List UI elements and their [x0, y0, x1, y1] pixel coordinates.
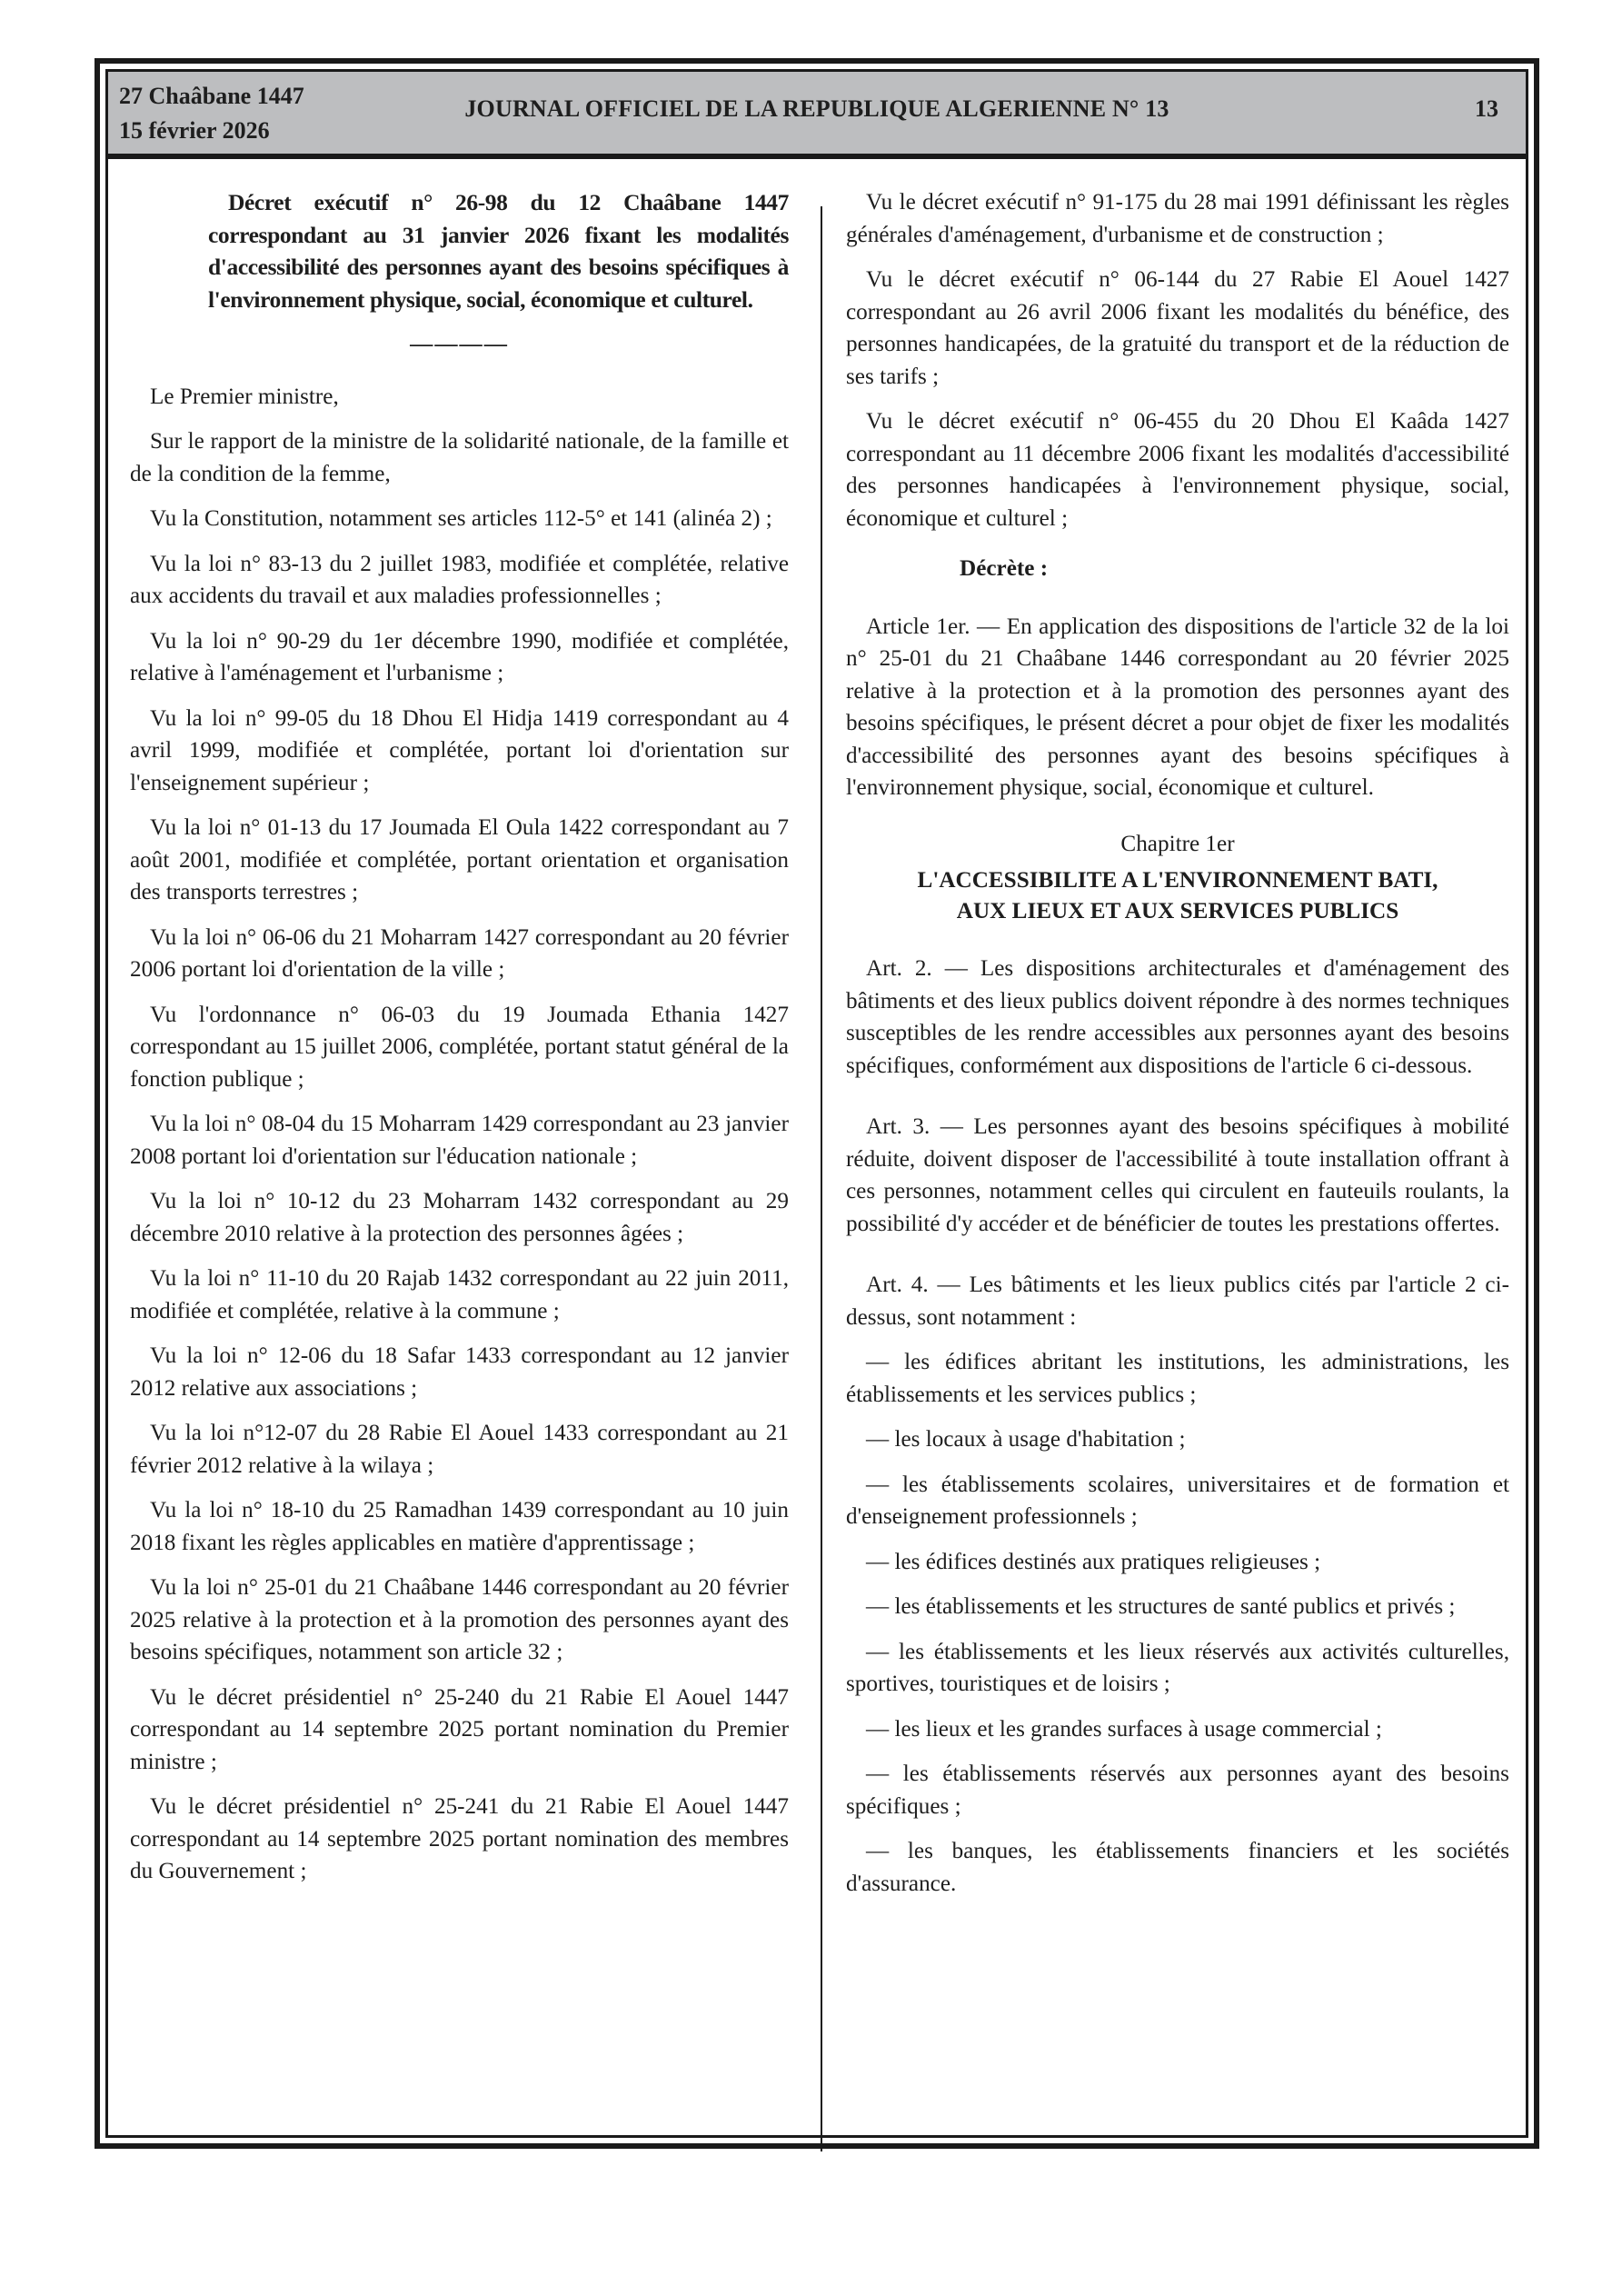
paragraph: Vu le décret présidentiel n° 25-241 du 21 Rabie El Aouel 1447 correspondant au 14 septembre 2025 portant nomination des membres du Gouvernement ;	[130, 1794, 789, 1883]
article-2: Art. 2. — Les dispositions architecturales et d'aménagement des bâtiments et des lieux publics doivent répondre à des normes techniques susceptibles de les rendre accessibles aux personnes ayant des besoins spécifiques, conformément aux dispositions de l'article 6 ci-dessous.	[846, 956, 1509, 1078]
paragraph: Vu la Constitution, notamment ses articles 112-5° et 141 (alinéa 2) ;	[150, 506, 772, 531]
visa-paragraph: Vu le décret exécutif n° 06-455 du 20 Dhou El Kaâda 1427 correspondant au 11 décembre 2006 fixant les modalités d'accessibilité des personnes handicapées à l'environnement physique, social, économique et culturel ;	[846, 409, 1509, 531]
paragraph: Sur le rapport de la ministre de la solidarité nationale, de la famille et de la condition de la femme,	[130, 429, 789, 486]
article-4-item: — les établissements et les lieux réservés aux activités culturelles, sportives, touristiques et de loisirs ;	[846, 1639, 1509, 1696]
paragraph: Vu l'ordonnance n° 06-03 du 19 Joumada Ethania 1427 correspondant au 15 juillet 2006, complétée, portant statut général de la fonction publique ;	[130, 1002, 789, 1092]
paragraph: Le Premier ministre,	[150, 384, 339, 409]
paragraph: Vu le décret présidentiel n° 25-240 du 21 Rabie El Aouel 1447 correspondant au 14 septembre 2025 portant nomination du Premier ministre ;	[130, 1684, 789, 1774]
article-4-item: — les établissements réservés aux personnes ayant des besoins spécifiques ;	[846, 1762, 1509, 1819]
decrete-heading: Décrète :	[960, 556, 1049, 581]
paragraph: Vu la loi n° 99-05 du 18 Dhou El Hidja 1419 correspondant au 4 avril 1999, modifiée et complétée, portant loi d'orientation sur l'enseignement supérieur ;	[130, 705, 789, 795]
page-body	[108, 159, 1526, 2135]
chapter-title	[846, 865, 1509, 927]
page-frame-inner	[105, 69, 1528, 2138]
gregorian-date: 15 février 2026	[119, 117, 270, 144]
paragraph: Vu la loi n° 18-10 du 25 Ramadhan 1439 correspondant au 10 juin 2018 fixant les règles applicables en matière d'apprentissage ;	[130, 1498, 789, 1555]
chapter-title-line-1: L'ACCESSIBILITE A L'ENVIRONNEMENT BATI,	[917, 868, 1438, 893]
article-4-item: — les édifices abritant les institutions, les administrations, les établissements et les services publics ;	[846, 1350, 1509, 1407]
title-separator: ————	[410, 332, 509, 356]
paragraph: Vu la loi n° 06-06 du 21 Moharram 1427 correspondant au 20 février 2006 portant loi d'orientation de la ville ;	[130, 924, 789, 982]
paragraph: Vu la loi n° 12-06 du 18 Safar 1433 correspondant au 12 janvier 2012 relative aux associations ;	[130, 1343, 789, 1401]
article-4-item: — les édifices destinés aux pratiques religieuses ;	[866, 1549, 1321, 1574]
page-number: 13	[1475, 95, 1498, 122]
column-divider	[821, 206, 822, 2151]
paragraph: Vu la loi n° 08-04 du 15 Moharram 1429 correspondant au 23 janvier 2008 portant loi d'orientation sur l'éducation nationale ;	[130, 1112, 789, 1169]
decree-title: Décret exécutif n° 26-98 du 12 Chaâbane 1447 correspondant au 31 janvier 2026 fixant les modalités d'accessibilité des personnes ayant des besoins spécifiques à l'environnement physique, social, économique et culturel.	[208, 189, 789, 313]
paragraph: Vu la loi n° 11-10 du 20 Rajab 1432 correspondant au 22 juin 2011, modifiée et complétée, relative à la commune ;	[130, 1266, 789, 1323]
paragraph: Vu la loi n° 10-12 du 23 Moharram 1432 correspondant au 29 décembre 2010 relative à la protection des personnes âgées ;	[130, 1189, 789, 1246]
paragraph: Vu la loi n° 83-13 du 2 juillet 1983, modifiée et complétée, relative aux accidents du travail et aux maladies professionnelles ;	[130, 551, 789, 608]
article-4-item: — les lieux et les grandes surfaces à usage commercial ;	[866, 1716, 1382, 1742]
journal-header	[108, 72, 1526, 159]
article-4-item: — les établissements scolaires, universitaires et de formation et d'enseignement professionnels ;	[846, 1472, 1509, 1529]
paragraph: Vu la loi n° 25-01 du 21 Chaâbane 1446 correspondant au 20 février 2025 relative à la protection et à la promotion des personnes ayant des besoins spécifiques, notamment son article 32 ;	[130, 1575, 789, 1664]
article-3: Art. 3. — Les personnes ayant des besoins spécifiques à mobilité réduite, doivent disposer de l'accessibilité à toute installation offrant à ces personnes, notamment celles qui circulent en fauteuils roulants, la possibilité d'y accéder et de bénéficier de toutes les prestations offertes.	[846, 1114, 1509, 1236]
hijri-date: 27 Chaâbane 1447	[119, 83, 304, 109]
chapter-title-line-2: AUX LIEUX ET AUX SERVICES PUBLICS	[956, 899, 1399, 923]
article-4-item: — les banques, les établissements financiers et les sociétés d'assurance.	[846, 1839, 1509, 1896]
article-4-intro: Art. 4. — Les bâtiments et les lieux publics cités par l'article 2 ci-dessus, sont notamment :	[846, 1273, 1509, 1330]
article-4-item: — les établissements et les structures de santé publics et privés ;	[866, 1594, 1456, 1619]
paragraph: Vu la loi n°12-07 du 28 Rabie El Aouel 1433 correspondant au 21 février 2012 relative à la wilaya ;	[130, 1421, 789, 1478]
journal-title: JOURNAL OFFICIEL DE LA REPUBLIQUE ALGERIENNE N° 13	[464, 95, 1169, 122]
page-frame-outer	[95, 58, 1539, 2149]
left-column	[130, 186, 789, 1901]
visa-paragraph: Vu le décret exécutif n° 91-175 du 28 mai 1991 définissant les règles générales d'aménagement, d'urbanisme et de construction ;	[846, 190, 1509, 247]
right-column	[846, 186, 1509, 1912]
article-1: Article 1er. — En application des dispositions de l'article 32 de la loi n° 25-01 du 21 Chaâbane 1446 correspondant au 20 février 2025 relative à la protection et à la promotion des personnes ayant des besoins spécifiques, le présent décret a pour objet de fixer les modalités d'accessibilité des personnes ayant des besoins spécifiques à l'environnement physique, social, économique et culturel.	[846, 614, 1509, 800]
article-4-item: — les locaux à usage d'habitation ;	[866, 1427, 1186, 1452]
chapter-label: Chapitre 1er	[1120, 831, 1235, 856]
paragraph: Vu la loi n° 01-13 du 17 Joumada El Oula 1422 correspondant au 7 août 2001, modifiée et complétée, portant orientation et organisation des transports terrestres ;	[130, 815, 789, 904]
visa-paragraph: Vu le décret exécutif n° 06-144 du 27 Rabie El Aouel 1427 correspondant au 26 avril 2006 fixant les modalités du bénéfice, des personnes handicapées, de la gratuité du transport et de la réduction de ses tarifs ;	[846, 267, 1509, 389]
paragraph: Vu la loi n° 90-29 du 1er décembre 1990, modifiée et complétée, relative à l'aménagement et l'urbanisme ;	[130, 628, 789, 685]
